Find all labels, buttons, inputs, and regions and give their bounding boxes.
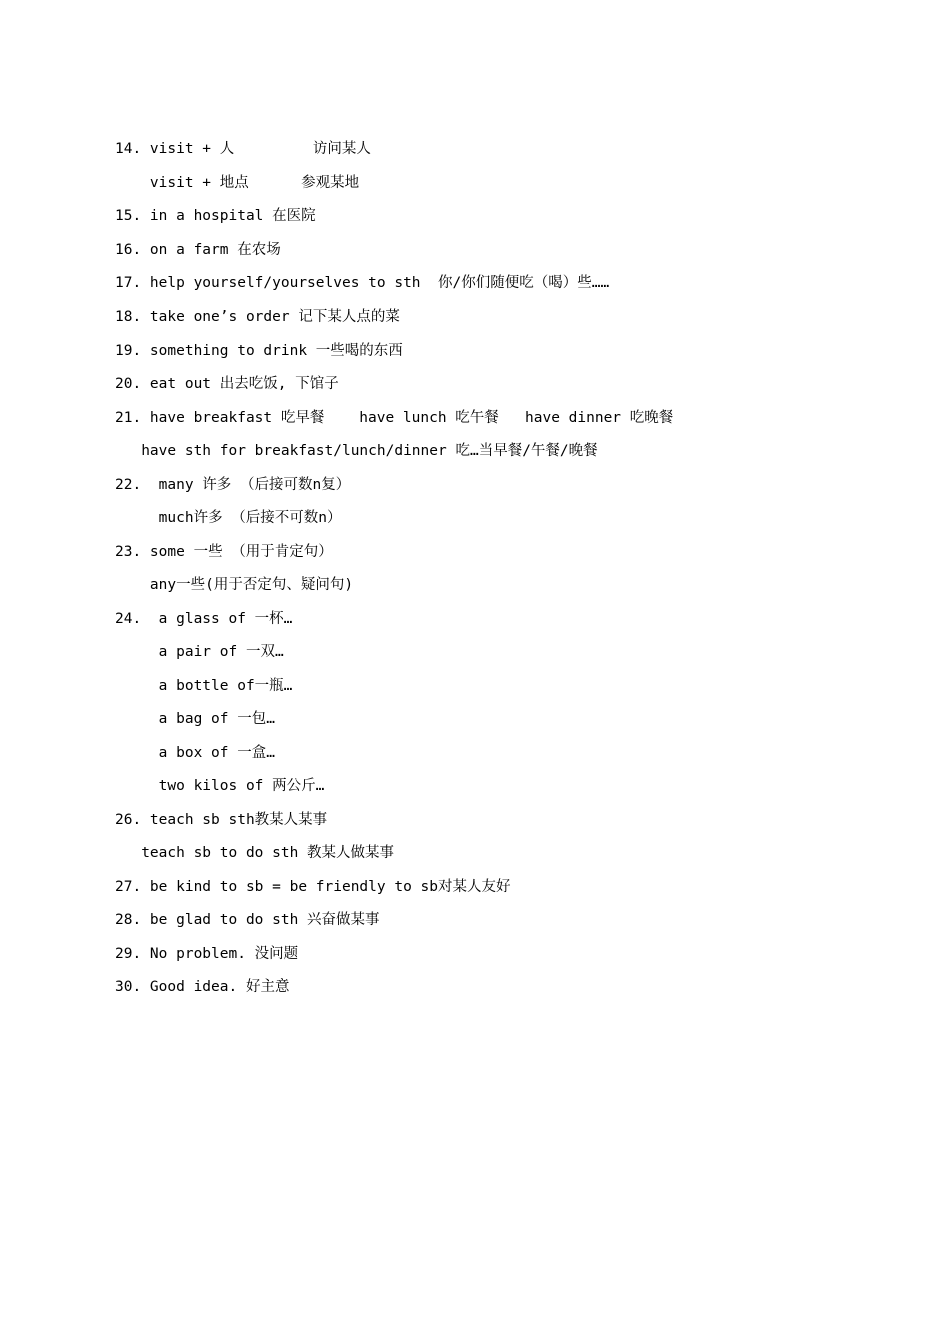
item-17: 17. help yourself/yourselves to sth 你/你们随便吃（喝）些…… — [115, 275, 610, 291]
item-22-line-2: much许多 （后接不可数n） — [115, 510, 342, 526]
item-19: 19. something to drink 一些喝的东西 — [115, 343, 403, 359]
item-20: 20. eat out 出去吃饭, 下馆子 — [115, 376, 339, 392]
item-24-line-1: 24. a glass of 一杯… — [115, 611, 293, 627]
item-24-line-4: a bag of 一包… — [115, 711, 275, 727]
item-14-line-1: 14. visit + 人 访问某人 — [115, 141, 371, 157]
item-15: 15. in a hospital 在医院 — [115, 208, 316, 224]
item-26-line-2: teach sb to do sth 教某人做某事 — [115, 845, 395, 861]
item-18: 18. take one’s order 记下某人点的菜 — [115, 309, 400, 325]
item-24-line-5: a box of 一盒… — [115, 745, 275, 761]
item-24-line-6: two kilos of 两公斤… — [115, 778, 325, 794]
item-26-line-1: 26. teach sb sth教某人某事 — [115, 812, 328, 828]
item-22-line-1: 22. many 许多 （后接可数n复） — [115, 477, 351, 493]
item-28: 28. be glad to do sth 兴奋做某事 — [115, 912, 380, 928]
item-29: 29. No problem. 没问题 — [115, 946, 299, 962]
item-23-line-1: 23. some 一些 （用于肯定句） — [115, 544, 333, 560]
item-21-line-1: 21. have breakfast 吃早餐 have lunch 吃午餐 have dinner 吃晚餐 — [115, 410, 674, 426]
item-23-line-2: any一些(用于否定句、疑问句) — [115, 577, 354, 593]
item-24-line-2: a pair of 一双… — [115, 644, 284, 660]
item-14-line-2: visit + 地点 参观某地 — [115, 175, 360, 191]
item-16: 16. on a farm 在农场 — [115, 242, 281, 258]
item-21-line-2: have sth for breakfast/lunch/dinner 吃…当早餐/午餐/晚餐 — [115, 443, 598, 459]
item-24-line-3: a bottle of一瓶… — [115, 678, 293, 694]
item-30: 30. Good idea. 好主意 — [115, 979, 290, 995]
item-27: 27. be kind to sb = be friendly to sb对某人友好 — [115, 879, 511, 895]
